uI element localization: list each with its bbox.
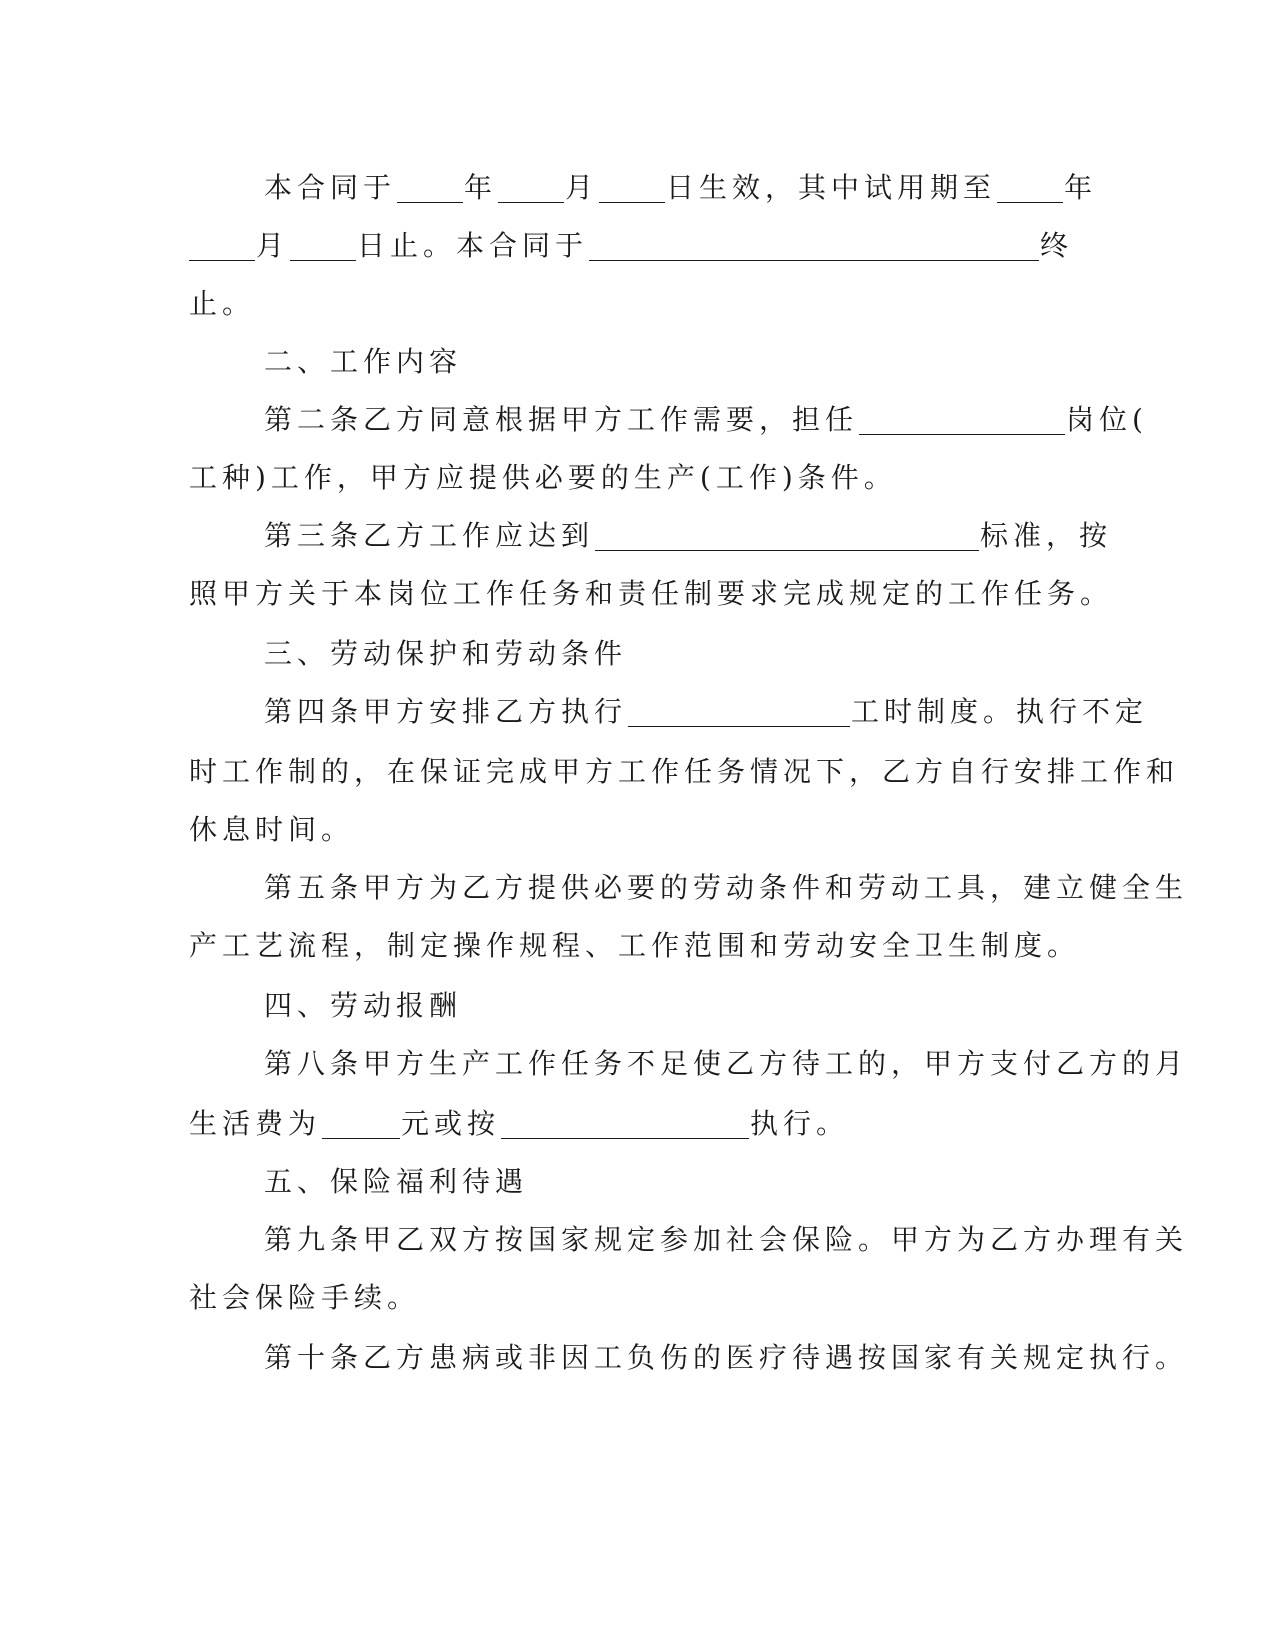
paragraph-line: 产工艺流程，制定操作规程、工作范围和劳动安全卫生制度。 — [189, 929, 1081, 962]
text-segment: 标准，按 — [980, 519, 1113, 552]
text-segment: 工时制度。执行不定 — [851, 695, 1149, 728]
text-segment: 岗位( — [1066, 403, 1148, 436]
text-segment: 第二条乙方同意根据甲方工作需要，担任 — [264, 403, 859, 436]
paragraph-line: 社会保险手续。 — [189, 1281, 421, 1314]
text-segment: 月 — [565, 171, 599, 204]
fill-blank-basis[interactable] — [501, 1108, 749, 1139]
text-segment: 终 — [1040, 229, 1074, 262]
article-9-line: 第九条甲乙双方按国家规定参加社会保险。甲方为乙方办理有关 — [264, 1223, 1189, 1256]
section-heading-insurance: 五、保险福利待遇 — [264, 1165, 529, 1198]
fill-blank-month[interactable] — [498, 172, 564, 203]
text-segment: 元或按 — [401, 1107, 501, 1140]
text-segment: 生活费为 — [189, 1107, 322, 1140]
text-segment: 执行。 — [750, 1107, 850, 1140]
article-2-line — [264, 396, 1164, 444]
contract-term-line — [264, 164, 1164, 212]
text-segment: 日止。本合同于 — [357, 229, 589, 262]
article-8-line: 第八条甲方生产工作任务不足使乙方待工的，甲方支付乙方的月 — [264, 1047, 1189, 1080]
text-segment: 年 — [464, 171, 498, 204]
text-segment: 本合同于 — [264, 171, 397, 204]
fill-blank-day[interactable] — [599, 172, 665, 203]
fill-blank-standard[interactable] — [595, 520, 979, 551]
fill-blank-probation-year[interactable] — [997, 172, 1063, 203]
text-segment: 月 — [256, 229, 290, 262]
fill-blank-amount[interactable] — [322, 1108, 400, 1139]
paragraph-line: 止。 — [189, 287, 256, 320]
article-3-line — [264, 512, 1164, 560]
fill-blank-work-hours[interactable] — [628, 696, 850, 727]
text-segment: 日生效，其中试用期至 — [666, 171, 997, 204]
fill-blank-probation-day[interactable] — [290, 230, 356, 261]
article-10-line: 第十条乙方患病或非因工负伤的医疗待遇按国家有关规定执行。 — [264, 1341, 1189, 1374]
text-segment: 第三条乙方工作应达到 — [264, 519, 595, 552]
paragraph-line: 时工作制的，在保证完成甲方工作任务情况下，乙方自行安排工作和 — [189, 755, 1180, 788]
section-heading-work-content: 二、工作内容 — [264, 345, 463, 378]
fill-blank-position[interactable] — [859, 404, 1065, 435]
living-allowance-line — [189, 1100, 1089, 1148]
article-5-line: 第五条甲方为乙方提供必要的劳动条件和劳动工具，建立健全生 — [264, 871, 1189, 904]
contract-term-line-continued — [189, 222, 1089, 270]
fill-blank-termination[interactable] — [589, 230, 1039, 261]
text-segment: 第四条甲方安排乙方执行 — [264, 695, 628, 728]
article-4-line — [264, 688, 1164, 736]
paragraph-line: 休息时间。 — [189, 813, 355, 846]
paragraph-line: 工种)工作，甲方应提供必要的生产(工作)条件。 — [189, 461, 897, 494]
text-segment: 年 — [1064, 171, 1098, 204]
section-heading-remuneration: 四、劳动报酬 — [264, 989, 463, 1022]
section-heading-labor-protection: 三、劳动保护和劳动条件 — [264, 637, 628, 670]
fill-blank-probation-month[interactable] — [189, 230, 255, 261]
paragraph-line: 照甲方关于本岗位工作任务和责任制要求完成规定的工作任务。 — [189, 577, 1114, 610]
fill-blank-year[interactable] — [397, 172, 463, 203]
